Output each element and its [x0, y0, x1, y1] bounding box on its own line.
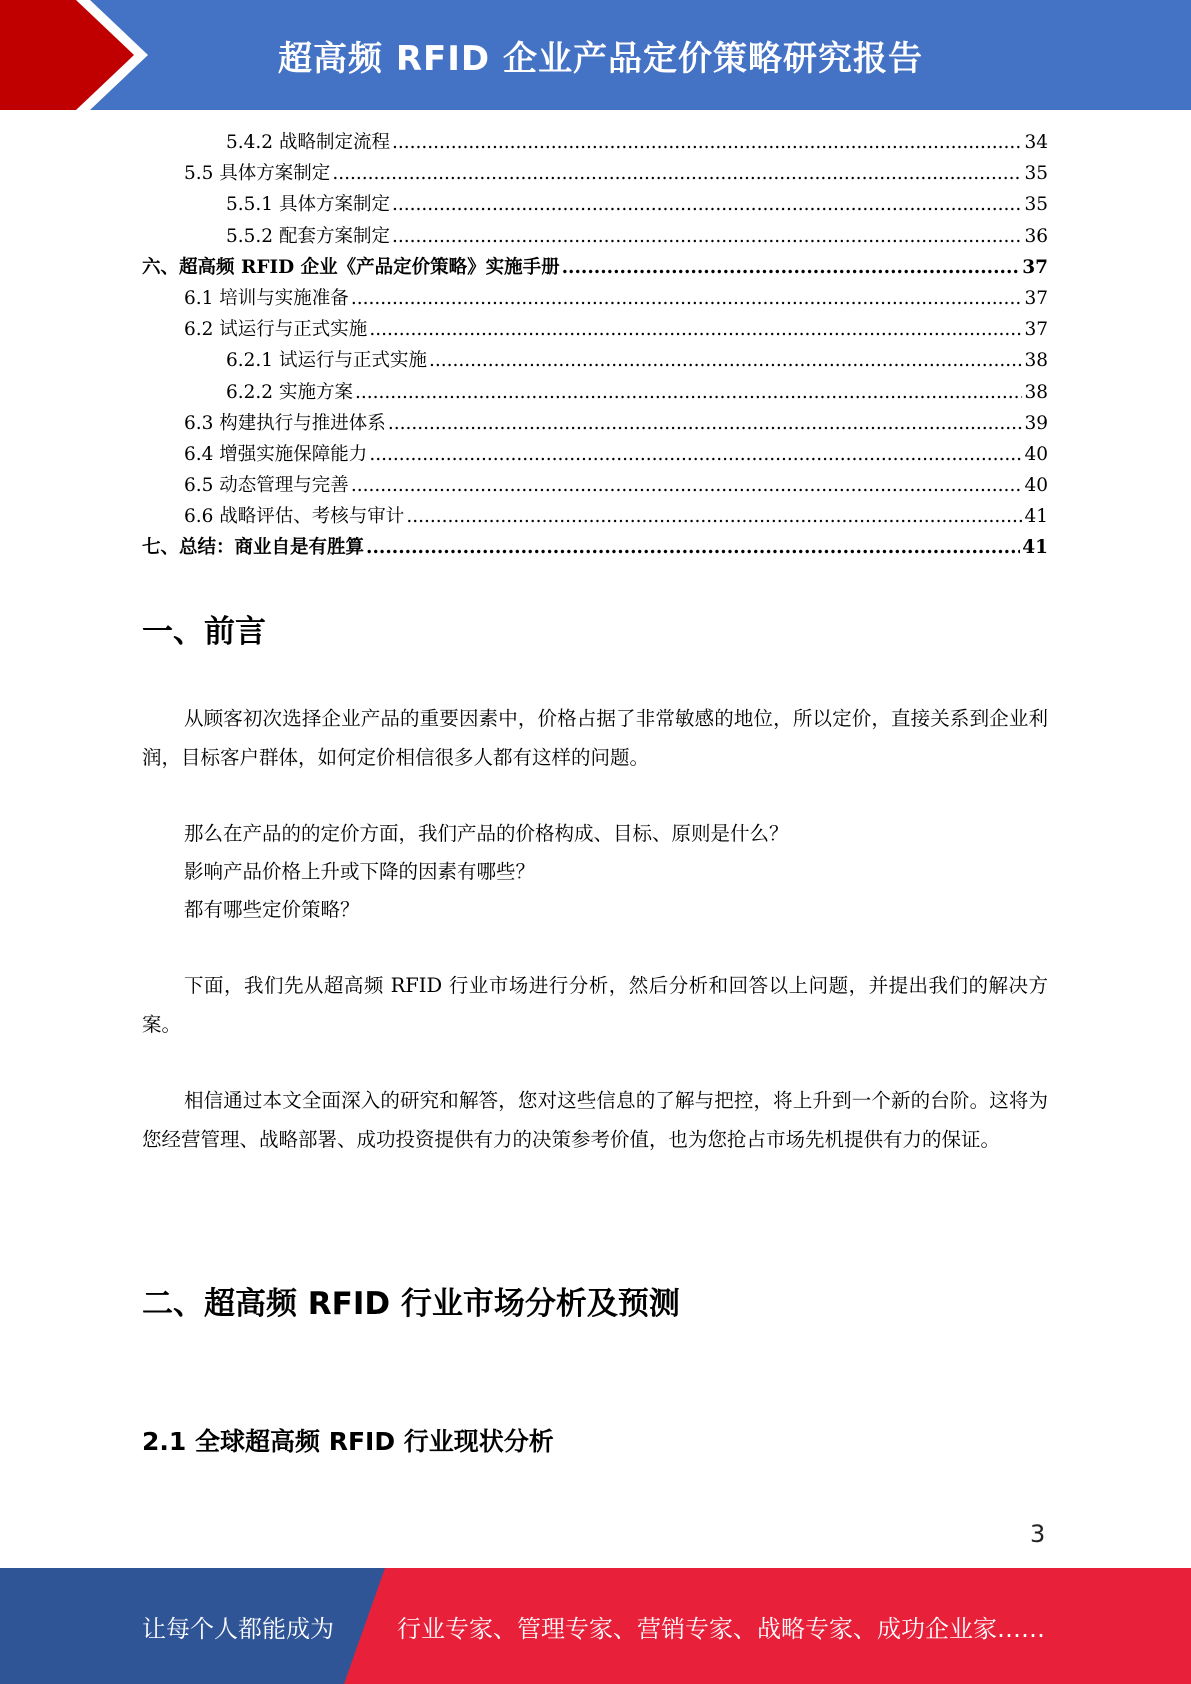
- toc-dot-leader: [355, 377, 1023, 408]
- toc-entry-page: 41: [1024, 506, 1048, 528]
- footer-slogan-right: 行业专家、管理专家、营销专家、战略专家、成功企业家……: [397, 1614, 1045, 1643]
- toc-dot-leader: [392, 189, 1022, 220]
- toc-dot-leader: [351, 470, 1023, 501]
- toc-entry-page: 35: [1024, 163, 1048, 185]
- toc-entry[interactable]: [142, 408, 1048, 439]
- toc-entry[interactable]: [142, 314, 1048, 345]
- toc-dot-leader: [429, 345, 1022, 376]
- toc-entry[interactable]: [142, 252, 1048, 283]
- footer-banner: [0, 1568, 1191, 1684]
- toc-entry-page: 37: [1024, 319, 1048, 341]
- toc-entry-page: 40: [1024, 443, 1048, 465]
- toc-entry-page: 34: [1024, 132, 1048, 153]
- toc-dot-leader: [366, 532, 1020, 563]
- toc-entry[interactable]: [142, 501, 1048, 532]
- header-banner: [0, 0, 1191, 110]
- toc-dot-leader: [392, 221, 1022, 252]
- toc-dot-leader: [388, 408, 1023, 439]
- toc-entry[interactable]: [142, 127, 1048, 158]
- toc-entry-page: 39: [1024, 412, 1048, 434]
- section-heading-preface: 一、前言: [142, 614, 266, 650]
- toc-entry-label: 5.5 具体方案制定: [184, 163, 331, 185]
- preface-paragraph-1: 从顾客初次选择企业产品的重要因素中，价格占据了非常敏感的地位，所以定价，直接关系到企业利润，目标客户群体，如何定价相信很多人都有这样的问题。: [142, 707, 1048, 769]
- toc-entry-label: 6.2.2 实施方案: [226, 381, 353, 403]
- question-line-2: 影响产品价格上升或下降的因素有哪些？: [184, 860, 536, 883]
- toc-dot-leader: [562, 252, 1021, 283]
- toc-entry-page: 37: [1022, 256, 1048, 278]
- toc-entry-label: 6.2.1 试运行与正式实施: [226, 350, 427, 372]
- toc-entry-label: 六、超高频 RFID 企业《产品定价策略》实施手册: [142, 256, 560, 278]
- toc-entry-label: 6.4 增强实施保障能力: [184, 443, 368, 465]
- toc-entry-page: 40: [1024, 475, 1048, 497]
- toc-entry[interactable]: [142, 221, 1048, 252]
- page-number: 3: [1030, 1520, 1046, 1548]
- toc-entry[interactable]: [142, 189, 1048, 220]
- toc-entry-label: 5.5.2 配套方案制定: [226, 225, 390, 247]
- header-title: 超高频 RFID 企业产品定价策略研究报告: [278, 38, 923, 79]
- toc-entry-label: 5.4.2 战略制定流程: [226, 132, 390, 153]
- preface-paragraph-2: 下面，我们先从超高频 RFID 行业市场进行分析，然后分析和回答以上问题，并提出我们的解决方案。: [142, 974, 1048, 1036]
- table-of-contents: [142, 127, 1048, 564]
- toc-entry-label: 6.2 试运行与正式实施: [184, 319, 368, 341]
- preface-paragraph-3: 相信通过本文全面深入的研究和解答，您对这些信息的了解与把控，将上升到一个新的台阶。这将为您经营管理、战略部署、成功投资提供有力的决策参考价值，也为您抢占市场先机提供有力的保证。: [142, 1089, 1048, 1151]
- toc-dot-leader: [351, 283, 1023, 314]
- toc-entry-page: 38: [1024, 350, 1048, 372]
- toc-entry-label: 6.6 战略评估、考核与审计: [184, 506, 405, 528]
- toc-entry-page: 41: [1022, 537, 1048, 559]
- subsection-heading-global-status: 2.1 全球超高频 RFID 行业现状分析: [142, 1427, 554, 1456]
- toc-entry-page: 37: [1024, 287, 1048, 309]
- toc-entry-label: 6.5 动态管理与完善: [184, 475, 349, 497]
- toc-entry-page: 36: [1024, 225, 1048, 247]
- section-heading-market-analysis: 二、超高频 RFID 行业市场分析及预测: [142, 1286, 680, 1322]
- toc-entry[interactable]: [142, 283, 1048, 314]
- toc-entry[interactable]: [142, 345, 1048, 376]
- toc-entry[interactable]: [142, 377, 1048, 408]
- toc-entry[interactable]: [142, 470, 1048, 501]
- footer-slogan-left: 让每个人都能成为: [142, 1614, 334, 1643]
- toc-entry[interactable]: [142, 532, 1048, 563]
- toc-dot-leader: [392, 127, 1022, 158]
- toc-entry-page: 38: [1024, 381, 1048, 403]
- toc-dot-leader: [406, 501, 1022, 532]
- toc-dot-leader: [369, 314, 1022, 345]
- question-line-3: 都有哪些定价策略？: [184, 898, 360, 921]
- toc-entry-label: 6.3 构建执行与推进体系: [184, 412, 386, 434]
- toc-entry-page: 35: [1024, 194, 1048, 216]
- toc-dot-leader: [369, 439, 1022, 470]
- toc-entry[interactable]: [142, 158, 1048, 189]
- toc-dot-leader: [332, 158, 1022, 189]
- toc-entry-label: 5.5.1 具体方案制定: [226, 194, 390, 216]
- toc-entry-label: 6.1 培训与实施准备: [184, 287, 349, 309]
- question-line-1: 那么在产品的的定价方面，我们产品的价格构成、目标、原则是什么？: [184, 822, 789, 845]
- toc-entry[interactable]: [142, 439, 1048, 470]
- toc-entry-label: 七、总结：商业自是有胜算: [142, 537, 365, 559]
